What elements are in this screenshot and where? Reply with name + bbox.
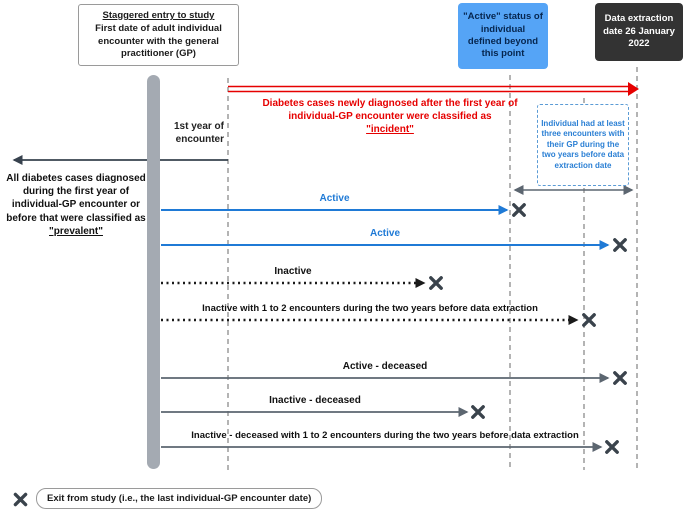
exit-x-marker [514,205,524,215]
timeline-label-inactive-1-2: Inactive with 1 to 2 encounters during the two years before data extraction [202,303,538,314]
timeline-label-active-deceased: Active - deceased [342,361,428,372]
incident-annotation-highlight: "incident" [366,124,414,136]
exit-x-marker [473,407,483,417]
exit-x-marker [431,278,441,288]
prevalent-annotation-highlight: "prevalent" [49,225,103,237]
staggered-entry-title: Staggered entry to study [102,10,215,21]
incident-annotation [262,97,518,137]
exit-x-marker [607,442,617,452]
exit-x-marker [615,373,625,383]
three-encounters-note-box: Individual had at least three encounters with their GP during the two years before data extraction date [537,104,629,186]
timeline-label-inactive-deceased-1-2: Inactive - deceased with 1 to 2 encounters during the two years before data extraction [191,430,579,441]
legend-x-icon [12,491,29,508]
exit-x-marker [584,315,594,325]
incident-annotation-text: Diabetes cases newly diagnosed after the first year of individual-GP encounter were classified as [262,98,518,123]
timeline-label-inactive-deceased: Inactive - deceased [269,395,361,406]
active-status-box: "Active" status of individual defined beyond this point [458,3,548,69]
timeline-label-inactive: Inactive [274,266,312,277]
first-year-label: 1st year of encounter [173,121,224,145]
timeline-label-active-1: Active [319,193,350,204]
incident-period-arrow [228,82,639,96]
legend-exit-label: Exit from study (i.e., the last individual-GP encounter date) [36,488,322,509]
exit-x-marker [615,240,625,250]
staggered-entry-box [78,4,239,66]
timeline-label-active-2: Active [369,228,400,239]
data-extraction-box: Data extraction date 26 January 2022 [595,3,683,61]
staggered-entry-body: First date of adult individual encounter with the general practitioner (GP) [95,23,222,60]
prevalent-annotation [0,172,152,238]
prevalent-annotation-text: All diabetes cases diagnosed during the first year of individual-GP encounter or before that were classified as [6,173,146,224]
